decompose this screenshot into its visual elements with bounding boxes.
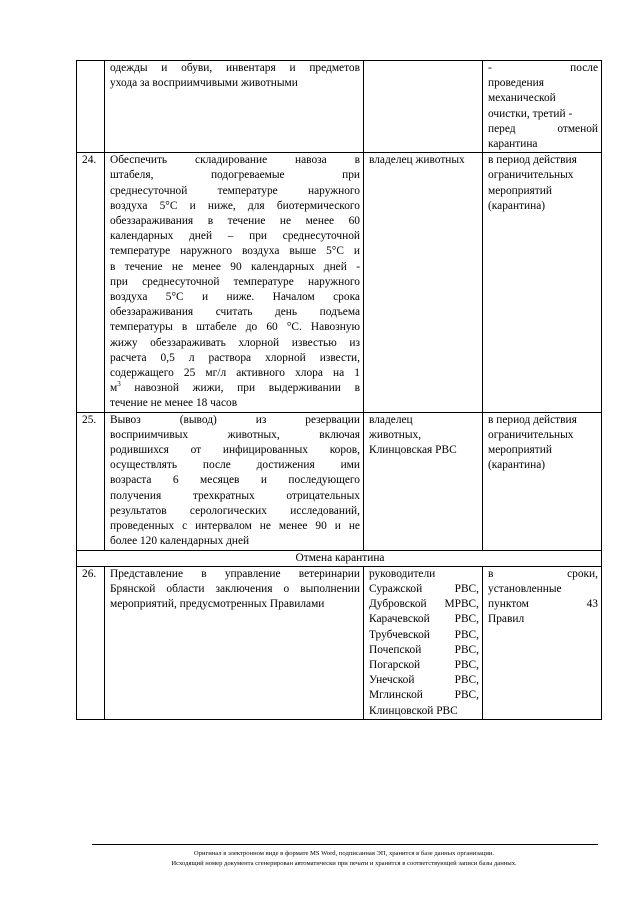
- text-line: Клинцовская РВС: [369, 444, 457, 457]
- text-line: температуре наружного воздуха выше 5°C и: [110, 245, 360, 258]
- section-header-row: [77, 550, 602, 566]
- text-line: Карачевской РВС,: [369, 613, 479, 626]
- table-row: [77, 412, 602, 550]
- text-line: получения трехкратных отрицательных: [110, 489, 360, 502]
- row-number: 25.: [77, 412, 105, 550]
- text-line: Почепской РВС,: [369, 643, 479, 656]
- text-line: в период действия: [488, 154, 577, 167]
- text-line: расчета 0,5 л раствора хлорной извести,: [110, 351, 360, 364]
- responsible-cell: [364, 566, 483, 719]
- section-header: Отмена карантина: [77, 550, 602, 566]
- text-line: в течение не менее 90 календарных дней -: [110, 260, 360, 273]
- text-line: содержащего 25 мг/л активного хлора на 1: [110, 367, 360, 380]
- text-line: владелец животных: [369, 154, 465, 167]
- text-line: температуры в штабеле до 60 °C. Навозную: [110, 321, 360, 334]
- text-line: в сроки,: [488, 567, 598, 580]
- text-line: (карантина): [488, 199, 546, 212]
- action-cell: [105, 153, 364, 412]
- text-line: Трубчевской РВС,: [369, 628, 479, 641]
- text-line: возраста 6 месяцев и последующего: [110, 474, 360, 487]
- text-line: (карантина): [488, 459, 546, 472]
- footer-line-2: Исходящий номер документа сгенерирован автоматически при печати и хранится в соответствующей записи базы данных.: [171, 860, 517, 867]
- responsible-cell: [364, 153, 483, 412]
- footer-note: [80, 849, 608, 869]
- text-line: воздуха 5°C и ниже. Началом срока: [110, 291, 360, 304]
- text-line: мероприятий: [488, 444, 552, 457]
- footer-line-1: Оригинал в электронном виде в формате MS Word, подписанная ЭП, хранится в базе данных организации.: [193, 850, 495, 857]
- text-line: владелец: [369, 413, 413, 426]
- text-line: перед отменой: [488, 122, 598, 135]
- text-line: механической: [488, 92, 556, 105]
- text-line: карантина: [488, 138, 538, 151]
- text-line: Представление в управление ветеринарии: [110, 567, 360, 580]
- text-line: ухода за восприимчивыми животными: [110, 77, 298, 90]
- measures-table: [76, 60, 602, 720]
- text-line: жижу обеззараживать хлорной известью из: [110, 336, 360, 349]
- text-line: при среднесуточной температуре наружного: [110, 275, 360, 288]
- responsible-cell: [364, 61, 483, 153]
- term-cell: [483, 153, 602, 412]
- action-cell: [105, 566, 364, 719]
- text-line: мероприятий: [488, 184, 552, 197]
- text-line: обеззараживания в течение не менее 60: [110, 215, 360, 228]
- text-line: ограничительных: [488, 428, 574, 441]
- text-line: Вывоз (вывод) из резервации: [110, 413, 360, 426]
- text-line: очистки, третий -: [488, 107, 573, 120]
- action-cell: [105, 61, 364, 153]
- row-number: [77, 61, 105, 153]
- text-line: Унечской РВС,: [369, 674, 479, 687]
- text-line: проведенных с интервалом не менее 90 и не: [110, 520, 360, 533]
- responsible-cell: [364, 412, 483, 550]
- text-line: Обеспечить складирование навоза в: [110, 154, 360, 167]
- text-line: животных,: [369, 428, 422, 441]
- text-line: течение не менее 18 часов: [110, 397, 238, 410]
- text-line: воздуха 5°C и ниже, для биотермического: [110, 199, 360, 212]
- text-line: обеззараживания считать день подъема: [110, 306, 360, 319]
- text-line: проведения: [488, 77, 544, 90]
- text-line: Клинцовской РВС: [369, 704, 458, 717]
- text-line: родившихся от инфицированных коров,: [110, 444, 360, 457]
- text-line: календарных дней – при среднесуточной: [110, 230, 360, 243]
- superscript: 3: [117, 380, 121, 389]
- text-line: Правил: [488, 613, 525, 626]
- text-line: установленные: [488, 582, 562, 595]
- text-line: мероприятий, предусмотренных Правилами: [110, 598, 325, 611]
- text-line: пунктом 43: [488, 598, 598, 611]
- text-line: одежды и обуви, инвентаря и предметов: [110, 62, 360, 74]
- term-cell: [483, 566, 602, 719]
- text-line: - после: [488, 62, 598, 74]
- text-line: Брянской области заключения о выполнении: [110, 582, 360, 595]
- row-number: 24.: [77, 153, 105, 412]
- footer-divider: [92, 844, 598, 845]
- text-line: Дубровской МРВС,: [369, 598, 479, 611]
- text-line: $м^3$ навозной жижи, при выдерживании в: [110, 380, 360, 395]
- text-line: штабеля, подогреваемые при: [110, 169, 360, 182]
- text-line: ограничительных: [488, 169, 574, 182]
- text-line: восприимчивых животных, включая: [110, 428, 360, 441]
- text-line: руководители: [369, 567, 436, 580]
- term-cell: [483, 61, 602, 153]
- text-line: Суражской РВС,: [369, 582, 479, 595]
- row-number: 26.: [77, 566, 105, 719]
- action-cell: [105, 412, 364, 550]
- text-line: более 120 календарных дней: [110, 535, 250, 548]
- text-line: результатов серологических исследований,: [110, 504, 360, 517]
- table-row: [77, 153, 602, 412]
- text-line: в период действия: [488, 413, 577, 426]
- term-cell: [483, 412, 602, 550]
- text-line: Погарской РВС,: [369, 658, 479, 671]
- text-line: Мглинской РВС,: [369, 689, 479, 702]
- table-row: [77, 566, 602, 719]
- text-line: осуществлять после достижения ими: [110, 459, 360, 472]
- text-line: среднесуточной температуре наружного: [110, 184, 360, 197]
- table-row: [77, 61, 602, 153]
